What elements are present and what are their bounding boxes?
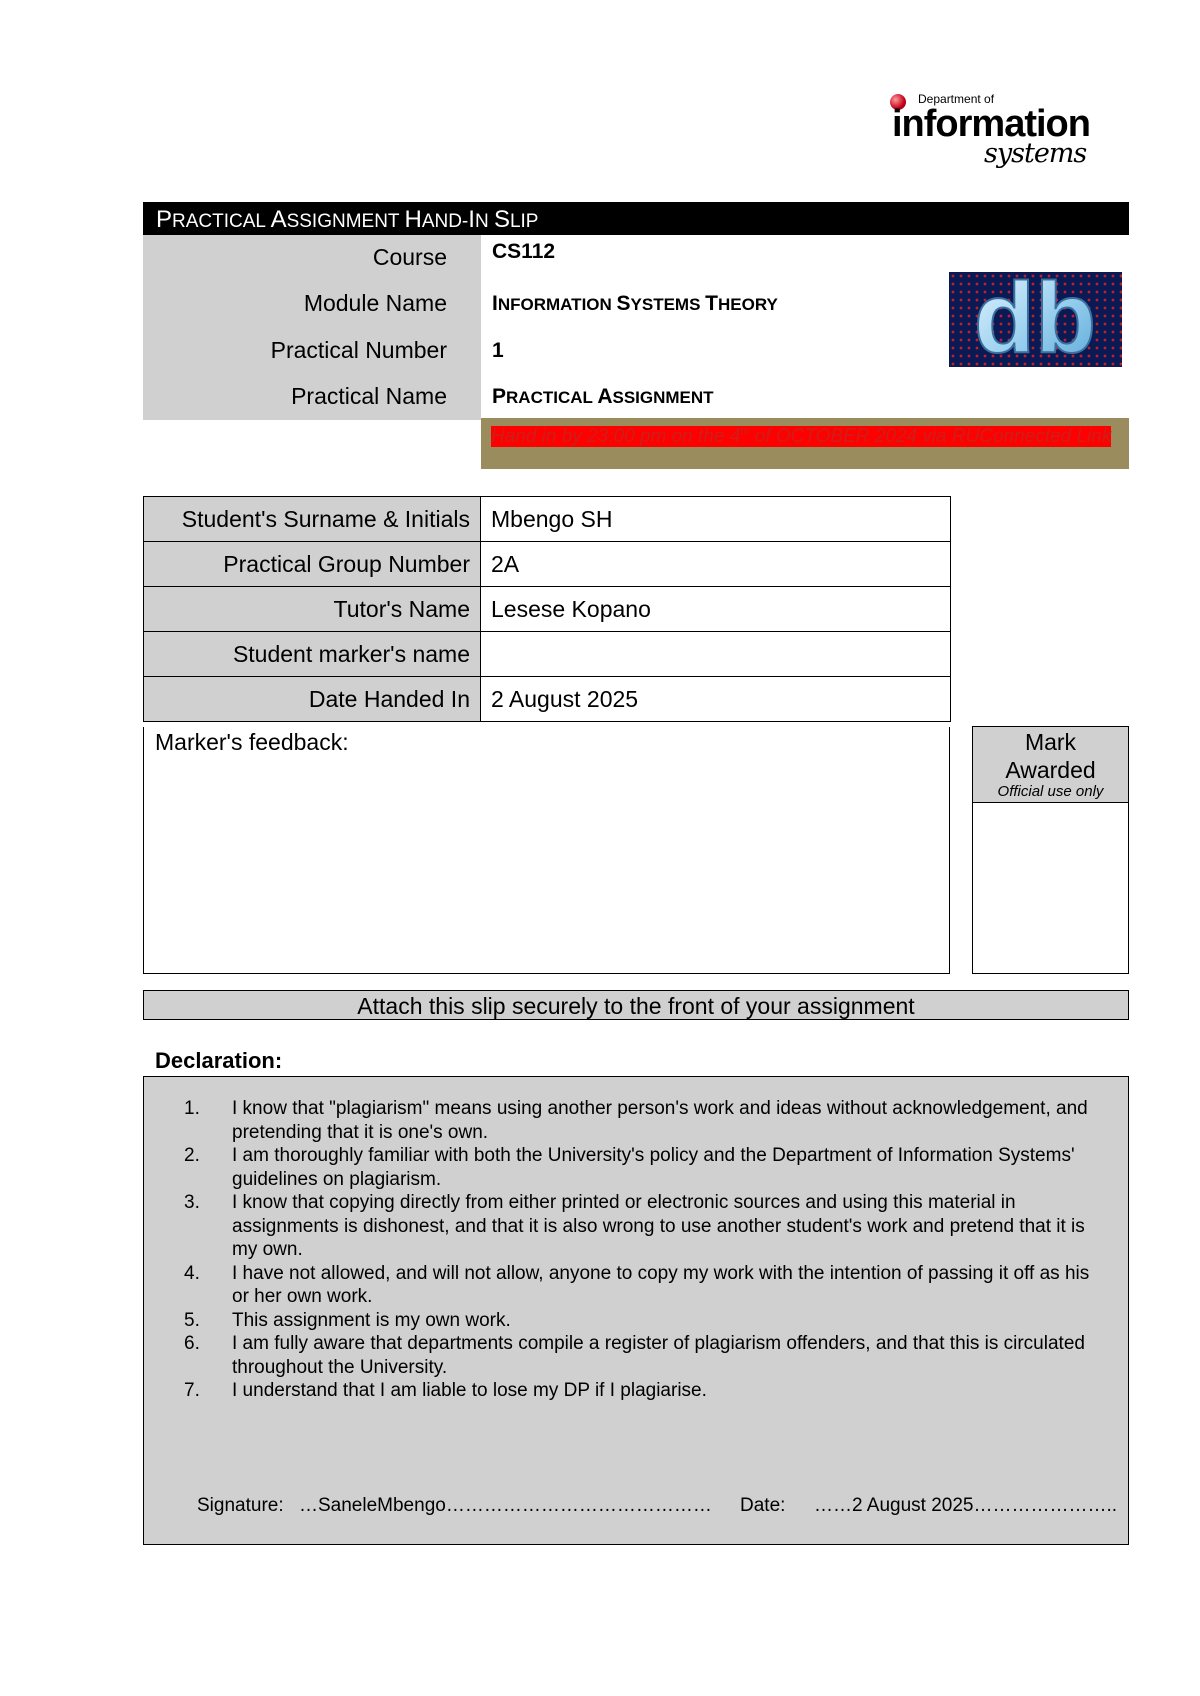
attach-instruction: Attach this slip securely to the front of your assignment xyxy=(143,990,1129,1020)
practical-number-value: 1 xyxy=(492,339,504,362)
table-row xyxy=(144,542,951,587)
module-value: INFORMATION SYSTEMS THEORY xyxy=(492,292,778,315)
marker-name-field[interactable] xyxy=(481,632,951,677)
declaration-box xyxy=(143,1076,1129,1545)
deadline-notice: Hand in by 23:00 pm on the 4th of OCTOBER 2024 via RUConnected Link xyxy=(491,426,1112,448)
tutor-name-field[interactable]: Lesese Kopano xyxy=(481,587,951,632)
practical-name-value: PRACTICAL ASSIGNMENT xyxy=(492,385,714,408)
list-item: 5. This assignment is my own work. xyxy=(184,1309,511,1331)
tutor-name-label: Tutor's Name xyxy=(144,587,481,632)
group-number-field[interactable]: 2A xyxy=(481,542,951,587)
list-item: 7. I understand that I am liable to lose my DP if I plagiarise. xyxy=(184,1380,707,1401)
department-logo xyxy=(890,92,1120,172)
table-row xyxy=(144,632,951,677)
official-use-label: Official use only xyxy=(997,783,1104,800)
student-name-label: Student's Surname & Initials xyxy=(144,497,481,542)
declaration-title: Declaration: xyxy=(155,1048,283,1073)
signature-field[interactable]: …SaneleMbengo…………………………………… xyxy=(299,1495,712,1516)
practical-name-label: Practical Name xyxy=(291,383,447,409)
student-info-table xyxy=(143,496,951,722)
date-handed-field[interactable]: 2 August 2025 xyxy=(481,677,951,722)
mark-awarded-box[interactable] xyxy=(972,726,1129,974)
table-row xyxy=(144,677,951,722)
page-title: PRACTICAL ASSIGNMENT HAND-IN SLIP xyxy=(143,202,1129,235)
list-item: 2. I am thoroughly familiar with both the University's policy and the Department of Information Systems' guidelines on plagiarism. xyxy=(184,1145,1075,1190)
student-name-field[interactable]: Mbengo SH xyxy=(481,497,951,542)
course-value: CS112 xyxy=(492,240,556,263)
logo-dept-text: Department of xyxy=(918,92,995,106)
date-handed-label: Date Handed In xyxy=(144,677,481,722)
list-item: 3. I know that copying directly from either printed or electronic sources and using this material in assignments is dishonest, and that it is also wrong to use another student's work and pretend that it is my own. xyxy=(184,1192,1085,1260)
table-row xyxy=(144,587,951,632)
signature-label: Signature: xyxy=(197,1495,284,1516)
mark-label: Mark xyxy=(1024,729,1077,755)
course-label: Course xyxy=(372,244,447,270)
awarded-label: Awarded xyxy=(1005,757,1096,783)
module-label: Module Name xyxy=(303,290,447,316)
practical-number-label: Practical Number xyxy=(270,337,447,363)
mark-awarded-header xyxy=(973,727,1128,803)
date-field[interactable]: ……2 August 2025………………….. xyxy=(814,1495,1118,1516)
date-label: Date: xyxy=(740,1495,786,1516)
list-item: 4. I have not allowed, and will not allow, anyone to copy my work with the intention of passing it off as his or her own work. xyxy=(184,1262,1090,1307)
list-item: 6. I am fully aware that departments compile a register of plagiarism offenders, and that this is circulated throughout the University. xyxy=(184,1333,1085,1378)
declaration-list xyxy=(184,1097,1104,1403)
db-logo-image xyxy=(949,272,1122,367)
marker-feedback-box[interactable] xyxy=(143,727,950,974)
logo-script-text: systems xyxy=(984,138,1087,169)
marker-name-label: Student marker's name xyxy=(144,632,481,677)
table-row xyxy=(144,497,951,542)
list-item: 1. I know that "plagiarism" means using another person's work and ideas without acknowledgement, and pretending that it is one's own. xyxy=(184,1098,1088,1143)
db-logo-text: db xyxy=(973,272,1097,367)
group-number-label: Practical Group Number xyxy=(144,542,481,587)
logo-main-text: information xyxy=(892,103,1090,145)
marker-feedback-label: Marker's feedback: xyxy=(155,729,349,755)
